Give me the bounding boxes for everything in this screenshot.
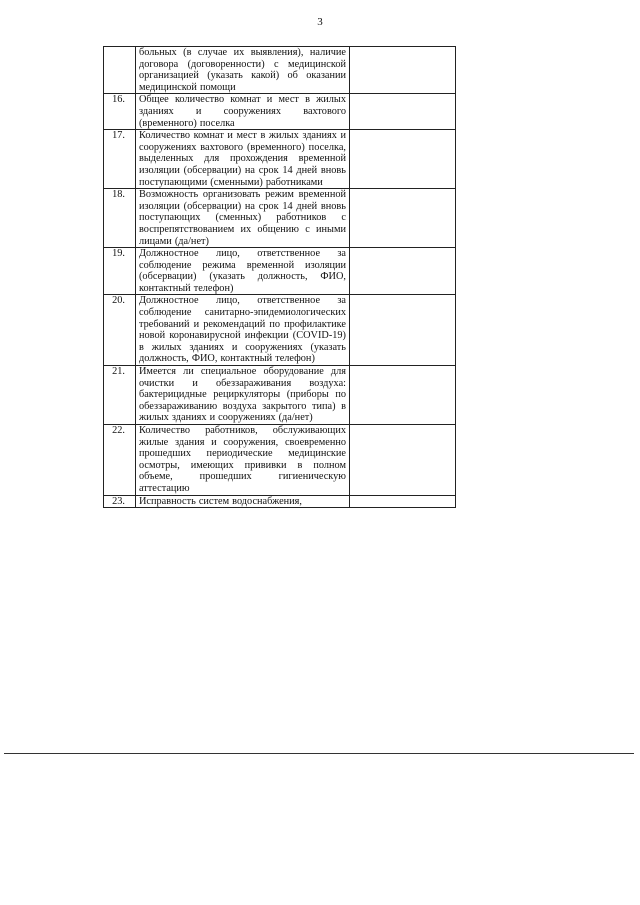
row-number: 22. (104, 425, 136, 496)
row-number: 21. (104, 366, 136, 425)
row-description: Должностное лицо, ответственное за соблюдение режима временной изоляции (обсервации) (указать должность, ФИО, контактный телефон) (136, 248, 350, 295)
table-row (104, 295, 456, 366)
row-description: Возможность организовать режим временной изоляции (обсервации) на срок 14 дней вновь поступающих (сменных) работников с воспрепятствованием их общению с иными лицами (да/нет) (136, 189, 350, 248)
table-row (104, 248, 456, 295)
row-value-cell[interactable] (350, 425, 456, 496)
row-number (104, 47, 136, 94)
row-value-cell[interactable] (350, 366, 456, 425)
row-description: Имеется ли специальное оборудование для очистки и обеззараживания воздуха: бактерицидные рециркуляторы (приборы по обеззараживанию воздуха закрытого типа) в жилых зданиях и сооружениях (да/нет) (136, 366, 350, 425)
row-value-cell[interactable] (350, 248, 456, 295)
row-value-cell[interactable] (350, 94, 456, 130)
row-description: Количество комнат и мест в жилых зданиях и сооружениях вахтового (временного) поселка, выделенных для прохождения временной изоляции (обсервации) на срок 14 дней вновь поступающими (сменными) работниками (136, 130, 350, 189)
row-number: 17. (104, 130, 136, 189)
row-value-cell[interactable] (350, 47, 456, 94)
row-number: 23. (104, 495, 136, 508)
table-row (104, 47, 456, 94)
row-value-cell[interactable] (350, 130, 456, 189)
inspection-table (103, 46, 456, 508)
table-row (104, 495, 456, 508)
row-number: 16. (104, 94, 136, 130)
row-description: Общее количество комнат и мест в жилых зданиях и сооружениях вахтового (временного) поселка (136, 94, 350, 130)
row-value-cell[interactable] (350, 495, 456, 508)
page-number: 3 (317, 16, 323, 28)
row-description: Должностное лицо, ответственное за соблюдение санитарно-эпидемиологических требований и рекомендаций по профилактике новой коронавирусной инфекции (COVID-19) в жилых зданиях и сооружениях (указать должность, ФИО, контактный телефон) (136, 295, 350, 366)
table-row (104, 425, 456, 496)
table-row (104, 130, 456, 189)
row-description: Исправность систем водоснабжения, (136, 495, 350, 508)
row-description: больных (в случае их выявления), наличие договора (договоренности) с медицинской организацией (указать какой) об оказании медицинской помощи (136, 47, 350, 94)
table-row (104, 94, 456, 130)
footer-divider (4, 753, 634, 754)
table-row (104, 189, 456, 248)
row-number: 20. (104, 295, 136, 366)
row-description: Количество работников, обслуживающих жилые здания и сооружения, своевременно прошедших периодические медицинские осмотры, имеющих прививки в полном объеме, прошедших гигиеническую аттестацию (136, 425, 350, 496)
row-value-cell[interactable] (350, 189, 456, 248)
table-row (104, 366, 456, 425)
row-number: 19. (104, 248, 136, 295)
row-number: 18. (104, 189, 136, 248)
row-value-cell[interactable] (350, 295, 456, 366)
